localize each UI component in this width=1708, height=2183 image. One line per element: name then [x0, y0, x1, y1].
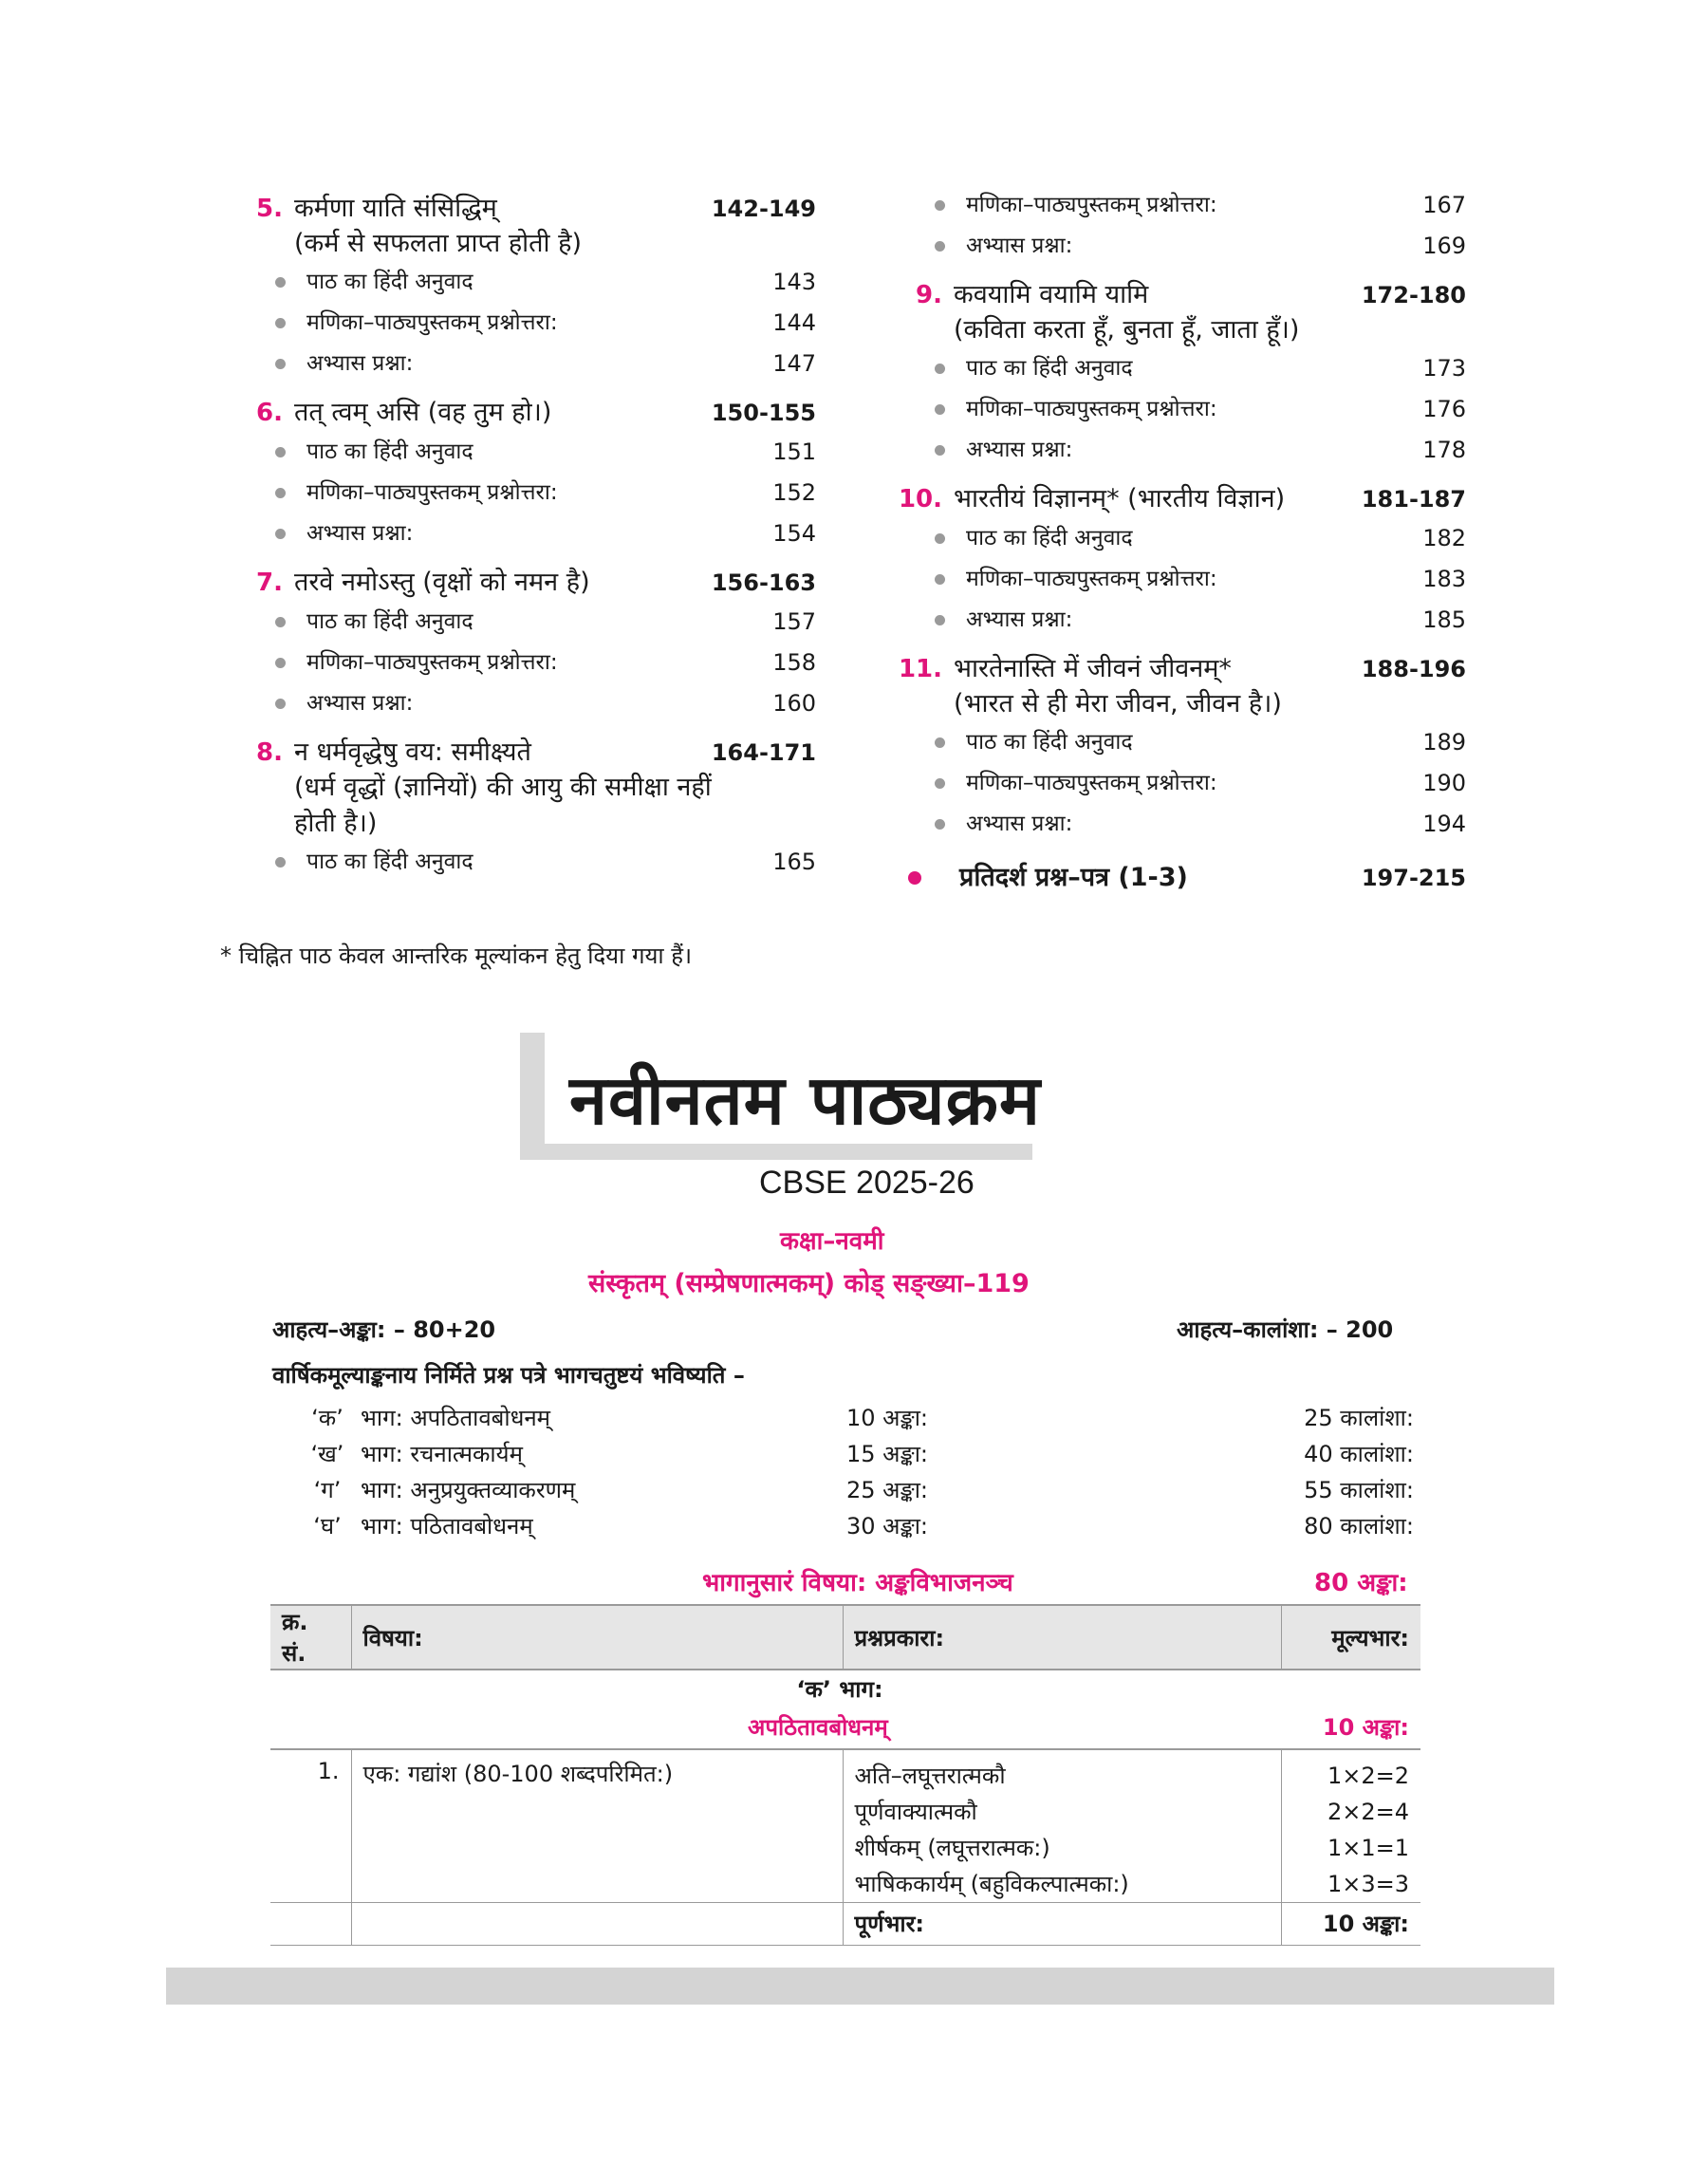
- toc-chapter: [237, 734, 816, 883]
- toc-item-label: मणिका–पाठ्यपुस्तकम् प्रश्नोत्तरा:: [966, 397, 1217, 421]
- toc-item: [237, 303, 816, 344]
- chapter-number: 6.: [256, 399, 283, 427]
- toc-item: [237, 842, 816, 883]
- toc-footnote: * चिह्नित पाठ केवल आन्तरिक मूल्यांकन हेतु दिया गया हैं।: [220, 942, 693, 969]
- total-marks: आहत्य–अङ्का: – 80+20: [272, 1316, 496, 1343]
- toc-item-page: 160: [772, 690, 816, 717]
- chapter-heading: [237, 564, 816, 602]
- part-letter: ‘ग’: [313, 1476, 342, 1503]
- syllabus-title: नवीनतम पाठ्यक्रम: [569, 1060, 1041, 1140]
- chapter-heading: [897, 650, 1466, 688]
- bullet-icon: [935, 574, 945, 585]
- section-name: अपठितावबोधनम्: [748, 1714, 888, 1741]
- toc-item-label: अभ्यास प्रश्ना:: [306, 521, 414, 546]
- toc-item-label: मणिका–पाठ्यपुस्तकम् प्रश्नोत्तरा:: [966, 567, 1217, 591]
- chapter-heading: [237, 190, 816, 228]
- toc-item: [897, 389, 1466, 430]
- toc-item-label: अभ्यास प्रश्ना:: [966, 438, 1073, 462]
- chapter-number: 10.: [898, 485, 942, 513]
- chapter-title: भारतेनास्ति में जीवनं जीवनम्*: [954, 654, 1232, 683]
- chapter-number: 7.: [256, 569, 283, 597]
- toc-item: [237, 643, 816, 683]
- toc-item-label: पाठ का हिंदी अनुवाद: [306, 609, 473, 634]
- toc-item: [897, 804, 1466, 845]
- question-type: भाषिककार्यम् (बहुविकल्पात्मका:): [854, 1871, 1129, 1897]
- chapter-subtitle: (भारत से ही मेरा जीवन, जीवन है।): [954, 689, 1282, 718]
- toc-item: [237, 683, 816, 724]
- toc-item: [237, 344, 816, 384]
- toc-item: [897, 763, 1466, 804]
- chapter-pages: 150-155: [711, 400, 816, 426]
- toc-item-page: 144: [772, 309, 816, 336]
- header-question-type: प्रश्नप्रकारा:: [843, 1605, 1281, 1670]
- bullet-icon: [275, 318, 286, 328]
- chapter-number: 9.: [916, 281, 942, 309]
- bullet-icon: [935, 819, 945, 830]
- bullet-icon: [275, 857, 286, 868]
- toc-left-column: [237, 190, 816, 892]
- row-subject: एक: गद्यांश (80-100 शब्दपरिमित:): [351, 1749, 843, 1903]
- part-periods: 40 कालांशा:: [1304, 1440, 1414, 1467]
- chapter-title: कर्मणा याति संसिद्धिम्: [294, 194, 497, 223]
- bullet-icon: [275, 658, 286, 668]
- toc-item-label: पाठ का हिंदी अनुवाद: [966, 526, 1133, 550]
- part-periods: 55 कालांशा:: [1304, 1476, 1414, 1503]
- chapter-number: 11.: [898, 655, 942, 683]
- bullet-icon: [935, 445, 945, 456]
- part-marks: 25 अङ्का:: [846, 1476, 928, 1503]
- chapter-pages: 142-149: [711, 196, 816, 222]
- total-periods: आहत्य–कालांशा: – 200: [1177, 1316, 1394, 1343]
- toc-chapter: [237, 394, 816, 554]
- chapter-subtitle: (धर्म वृद्धों (ज्ञानियों) की आयु की समीक्षा नहीं होती है।): [294, 773, 712, 838]
- part-letter: ‘ख’: [310, 1440, 344, 1467]
- question-type: अति–लघूत्तरात्मकौ: [854, 1763, 1006, 1789]
- question-weight: 1×2=2: [1327, 1763, 1409, 1789]
- part-row: [294, 1435, 1414, 1471]
- chapter-title: तरवे नमोऽस्तु (वृक्षों को नमन है): [294, 568, 590, 597]
- toc-item-label: मणिका–पाठ्यपुस्तकम् प्रश्नोत्तरा:: [306, 310, 558, 335]
- bullet-icon: [935, 778, 945, 789]
- toc-item-label: अभ्यास प्रश्ना:: [966, 607, 1073, 632]
- toc-right-column: [897, 192, 1466, 902]
- page-footer-bar: [166, 1968, 1554, 2005]
- toc-item: [897, 559, 1466, 600]
- toc-item-page: 167: [1422, 192, 1466, 218]
- exam-intro: वार्षिकमूल्याङ्कनाय निर्मिते प्रश्न पत्रे भागचतुष्टयं भविष्यति –: [272, 1362, 745, 1389]
- row-weights: [1281, 1749, 1420, 1903]
- chapter-heading: [237, 734, 816, 772]
- toc-item-page: 173: [1422, 355, 1466, 382]
- chapter-subtitle: (कविता करता हूँ, बुनता हूँ, जाता हूँ।): [954, 315, 1300, 345]
- toc-item-label: मणिका–पाठ्यपुस्तकम् प्रश्नोत्तरा:: [306, 480, 558, 505]
- toc-item-label: अभ्यास प्रश्ना:: [306, 691, 414, 716]
- chapter-pages: 188-196: [1361, 656, 1466, 682]
- chapter-pages: 156-163: [711, 569, 816, 596]
- toc-item: [897, 226, 1466, 267]
- toc-item-page: 147: [772, 350, 816, 377]
- header-weight: मूल्यभार:: [1281, 1605, 1420, 1670]
- distribution-title: भागानुसारं विषया: अङ्कविभाजनञ्च: [702, 1569, 1013, 1597]
- chapter-heading: [237, 394, 816, 432]
- question-weight: 1×1=1: [1327, 1835, 1409, 1861]
- chapter-title: कवयामि वयामि यामि: [954, 280, 1149, 309]
- toc-item-label: मणिका–पाठ्यपुस्तकम् प्रश्नोत्तरा:: [966, 771, 1217, 795]
- bullet-icon: [935, 364, 945, 374]
- question-type: पूर्णवाक्यात्मकौ: [854, 1799, 977, 1825]
- toc-item-label: पाठ का हिंदी अनुवाद: [306, 270, 473, 294]
- toc-item: [897, 600, 1466, 641]
- header-sno: क्र. सं.: [270, 1605, 351, 1670]
- total-label: पूर्णभार:: [843, 1903, 1281, 1946]
- toc-item-page: 189: [1422, 729, 1466, 756]
- sample-papers-entry: [897, 854, 1466, 902]
- toc-item-label: अभ्यास प्रश्ना:: [306, 351, 414, 376]
- part-marks: 30 अङ्का:: [846, 1512, 928, 1539]
- class-label: कक्षा–नवमी: [780, 1227, 884, 1256]
- toc-item-label: पाठ का हिंदी अनुवाद: [966, 356, 1133, 381]
- toc-item: [897, 518, 1466, 559]
- toc-item-page: 158: [772, 649, 816, 676]
- bullet-icon: [275, 447, 286, 457]
- toc-chapter: [237, 564, 816, 724]
- toc-item: [897, 185, 1466, 226]
- total-weight: 10 अङ्का:: [1322, 1911, 1409, 1937]
- toc-item-page: 185: [1422, 606, 1466, 633]
- toc-item-page: 178: [1422, 437, 1466, 463]
- row-question-types: [843, 1749, 1281, 1903]
- toc-item-page: 157: [772, 608, 816, 635]
- session-label: CBSE 2025-26: [759, 1165, 975, 1201]
- toc-item-page: 152: [772, 479, 816, 506]
- chapter-heading: [897, 480, 1466, 518]
- bullet-icon: [935, 200, 945, 211]
- toc-item: [897, 348, 1466, 389]
- part-name: भाग: अनुप्रयुक्तव्याकरणम्: [361, 1476, 576, 1503]
- part-name: भाग: पठितावबोधनम्: [361, 1512, 533, 1539]
- header-subject: विषया:: [351, 1605, 843, 1670]
- bullet-icon: [275, 617, 286, 627]
- part-periods: 25 कालांशा:: [1304, 1404, 1414, 1431]
- bullet-icon: [275, 488, 286, 498]
- bullet-icon: [935, 615, 945, 625]
- toc-item: [237, 473, 816, 513]
- part-row: [294, 1399, 1414, 1435]
- toc-item-page: 143: [772, 269, 816, 295]
- chapter-title: तत् त्वम् असि (वह तुम हो।): [294, 398, 552, 427]
- sample-papers-pages: 197-215: [1361, 865, 1466, 891]
- toc-item-label: मणिका–पाठ्यपुस्तकम् प्रश्नोत्तरा:: [306, 650, 558, 675]
- part-letter: ‘घ’: [313, 1512, 342, 1539]
- part-letter: ‘क’: [311, 1404, 343, 1431]
- chapter-pages: 172-180: [1361, 282, 1466, 308]
- section-marks: 10 अङ्का:: [1322, 1714, 1409, 1741]
- toc-chapter: [897, 276, 1466, 471]
- toc-item-label: मणिका–पाठ्यपुस्तकम् प्रश्नोत्तरा:: [966, 193, 1217, 217]
- part-name: भाग: अपठितावबोधनम्: [361, 1404, 551, 1431]
- toc-continued-items: [897, 185, 1466, 267]
- chapter-number: 5.: [256, 195, 283, 223]
- title-frame-top: [520, 1033, 545, 1160]
- bullet-icon: [275, 699, 286, 709]
- part-row: [294, 1471, 1414, 1507]
- section-label: ‘क’ भाग:: [796, 1676, 883, 1703]
- bullet-icon: [935, 533, 945, 544]
- marks-table: [270, 1604, 1420, 1946]
- toc-item: [897, 430, 1466, 471]
- toc-item: [237, 432, 816, 473]
- toc-item: [237, 262, 816, 303]
- part-row: [294, 1507, 1414, 1543]
- part-name: भाग: रचनात्मकार्यम्: [361, 1440, 523, 1467]
- toc-chapter: [897, 480, 1466, 641]
- chapter-number: 8.: [256, 738, 283, 767]
- chapter-subtitle: (कर्म से सफलता प्राप्त होती है): [294, 229, 582, 258]
- chapter-title: न धर्मवृद्धेषु वय: समीक्ष्यते: [294, 737, 531, 767]
- toc-item-page: 176: [1422, 396, 1466, 422]
- toc-chapter: [237, 190, 816, 384]
- subject-label: संस्कृतम् (सम्प्रेषणात्मकम्) कोड् सङ्ख्या–119: [588, 1269, 1030, 1298]
- toc-item-page: 154: [772, 520, 816, 547]
- toc-item-page: 182: [1422, 525, 1466, 551]
- part-periods: 80 कालांशा:: [1304, 1512, 1414, 1539]
- magenta-bullet-icon: [908, 871, 921, 885]
- title-frame-left: [520, 1144, 1032, 1160]
- chapter-heading: [897, 276, 1466, 314]
- question-type: शीर्षकम् (लघूत्तरात्मक:): [854, 1835, 1050, 1861]
- toc-item-label: अभ्यास प्रश्ना:: [966, 233, 1073, 258]
- toc-item-label: पाठ का हिंदी अनुवाद: [306, 439, 473, 464]
- chapter-title: भारतीयं विज्ञानम्* (भारतीय विज्ञान): [954, 484, 1286, 513]
- part-marks: 10 अङ्का:: [846, 1404, 928, 1431]
- bullet-icon: [935, 737, 945, 748]
- part-marks: 15 अङ्का:: [846, 1440, 928, 1467]
- bullet-icon: [935, 404, 945, 415]
- toc-item-page: 151: [772, 438, 816, 465]
- bullet-icon: [275, 529, 286, 539]
- toc-item-page: 194: [1422, 811, 1466, 837]
- toc-item-label: पाठ का हिंदी अनुवाद: [966, 730, 1133, 755]
- question-weight: 1×3=3: [1327, 1871, 1409, 1897]
- bullet-icon: [935, 241, 945, 252]
- toc-item: [237, 513, 816, 554]
- toc-item: [897, 722, 1466, 763]
- distribution-marks: 80 अङ्का:: [1314, 1569, 1408, 1597]
- question-weight: 2×2=4: [1327, 1799, 1409, 1825]
- sample-papers-label: प्रतिदर्श प्रश्न–पत्र (1-3): [959, 863, 1188, 892]
- toc-item-label: पाठ का हिंदी अनुवाद: [306, 849, 473, 874]
- bullet-icon: [275, 277, 286, 288]
- toc-item-page: 183: [1422, 566, 1466, 592]
- toc-chapter: [897, 650, 1466, 845]
- toc-item-page: 165: [772, 849, 816, 875]
- row-sno: 1.: [270, 1749, 351, 1903]
- toc-item-page: 169: [1422, 233, 1466, 259]
- bullet-icon: [275, 359, 286, 369]
- chapter-pages: 164-171: [711, 739, 816, 766]
- toc-item-label: अभ्यास प्रश्ना:: [966, 812, 1073, 836]
- toc-item: [237, 602, 816, 643]
- chapter-pages: 181-187: [1361, 486, 1466, 513]
- toc-item-page: 190: [1422, 770, 1466, 796]
